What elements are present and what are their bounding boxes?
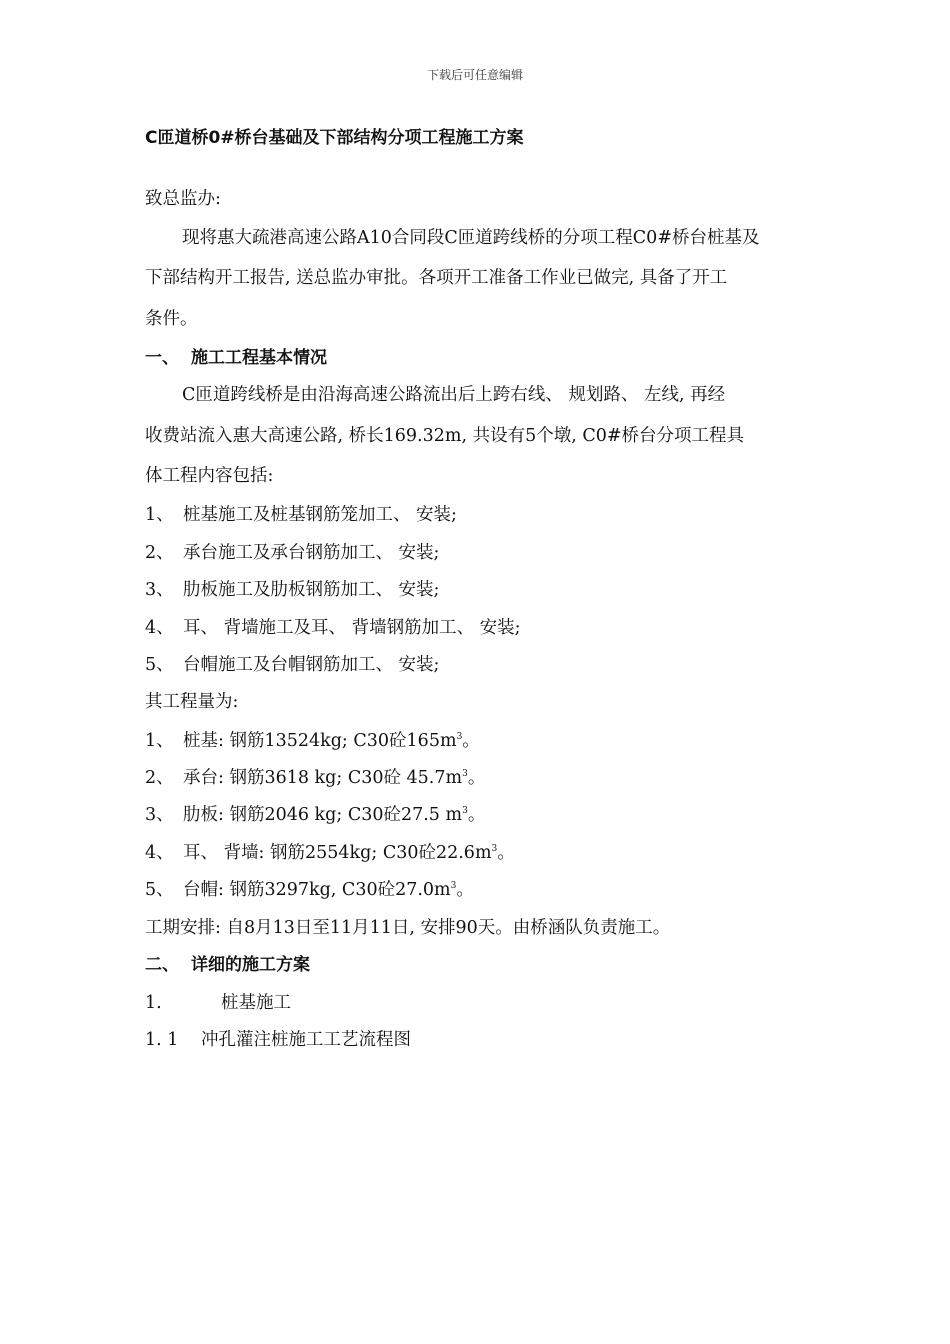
quantity-number: 3、 bbox=[145, 805, 174, 825]
section-1-para-line-1: C匝道跨线桥是由沿海高速公路流出后上跨右线、 规划路、 左线, 再经 bbox=[182, 385, 726, 405]
list-item-text: 耳、 背墙施工及耳、 背墙钢筋加工、 安装; bbox=[183, 618, 521, 638]
quantity-text: 承台: 钢筋3618 kg; C30砼 45.7m bbox=[183, 768, 463, 788]
list-item-number: 3、 bbox=[145, 580, 174, 600]
quantity-unit-superscript: 3 bbox=[456, 732, 463, 742]
header-note: 下载后可任意编辑 bbox=[426, 68, 523, 82]
quantity-item bbox=[145, 878, 474, 902]
quantity-unit-superscript: 3 bbox=[491, 844, 498, 854]
list-item bbox=[145, 503, 457, 527]
list-item-number: 4、 bbox=[145, 618, 174, 638]
list-item bbox=[145, 653, 439, 677]
section-2-number: 二、 bbox=[145, 955, 179, 975]
subsection-1-1 bbox=[145, 1028, 411, 1052]
intro-line-1: 现将惠大疏港高速公路A10合同段C匝道跨线桥的分项工程C0#桥台桩基及 bbox=[182, 228, 760, 248]
subsection-1-number: 1. bbox=[145, 993, 162, 1013]
subsection-1 bbox=[145, 991, 291, 1015]
list-item bbox=[145, 616, 521, 640]
quantity-item bbox=[145, 766, 485, 790]
quantity-item bbox=[145, 841, 515, 865]
quantity-text: 肋板: 钢筋2046 kg; C30砼27.5 m bbox=[183, 805, 463, 825]
list-item bbox=[145, 578, 439, 602]
quantity-text: 台帽: 钢筋3297kg, C30砼27.0m bbox=[183, 880, 451, 900]
section-2-title: 详细的施工方案 bbox=[191, 955, 310, 975]
quantity-item bbox=[145, 803, 485, 827]
quantity-end: 。 bbox=[462, 731, 480, 751]
quantity-end: 。 bbox=[456, 880, 474, 900]
subsection-1-1-title: 冲孔灌注桩施工工艺流程图 bbox=[201, 1030, 411, 1050]
subsection-1-title: 桩基施工 bbox=[221, 993, 291, 1013]
intro-line-2: 下部结构开工报告, 送总监办审批。各项开工准备工作业已做完, 具备了开工 bbox=[145, 268, 728, 288]
quantity-text: 耳、 背墙: 钢筋2554kg; C30砼22.6m bbox=[183, 843, 492, 863]
quantity-unit-superscript: 3 bbox=[450, 881, 457, 891]
list-item bbox=[145, 541, 439, 565]
document-title: C匝道桥0#桥台基础及下部结构分项工程施工方案 bbox=[145, 128, 524, 148]
quantity-intro: 其工程量为: bbox=[145, 692, 239, 712]
subsection-1-1-number: 1. 1 bbox=[145, 1030, 179, 1050]
quantity-end: 。 bbox=[467, 805, 486, 825]
quantity-end: 。 bbox=[497, 843, 515, 863]
section-1-title: 施工工程基本情况 bbox=[191, 348, 327, 368]
quantity-unit-superscript: 3 bbox=[462, 769, 468, 779]
list-item-text: 承台施工及承台钢筋加工、 安装; bbox=[183, 543, 440, 563]
intro-line-3: 条件。 bbox=[145, 309, 198, 329]
list-item-text: 台帽施工及台帽钢筋加工、 安装; bbox=[183, 655, 440, 675]
list-item-text: 肋板施工及肋板钢筋加工、 安装; bbox=[183, 580, 440, 600]
salutation: 致总监办: bbox=[145, 189, 221, 209]
section-1-heading bbox=[145, 346, 327, 370]
quantity-text: 桩基: 钢筋13524kg; C30砼165m bbox=[183, 731, 457, 751]
section-1-para-line-3: 体工程内容包括: bbox=[145, 466, 274, 486]
quantity-item bbox=[145, 729, 480, 753]
section-1-para-line-2: 收费站流入惠大高速公路, 桥长169.32m, 共设有5个墩, C0#桥台分项工程具 bbox=[145, 426, 745, 446]
list-item-number: 2、 bbox=[145, 543, 174, 563]
list-item-text: 桩基施工及桩基钢筋笼加工、 安装; bbox=[183, 505, 457, 525]
quantity-end: 。 bbox=[467, 768, 486, 788]
section-2-heading bbox=[145, 953, 310, 977]
quantity-unit-superscript: 3 bbox=[462, 806, 468, 816]
list-item-number: 5、 bbox=[145, 655, 174, 675]
section-1-number: 一、 bbox=[145, 348, 179, 368]
quantity-number: 1、 bbox=[145, 731, 174, 751]
quantity-number: 5、 bbox=[145, 880, 174, 900]
list-item-number: 1、 bbox=[145, 505, 174, 525]
quantity-number: 4、 bbox=[145, 843, 174, 863]
quantity-number: 2、 bbox=[145, 768, 174, 788]
schedule: 工期安排: 自8月13日至11月11日, 安排90天。由桥涵队负责施工。 bbox=[145, 918, 671, 938]
